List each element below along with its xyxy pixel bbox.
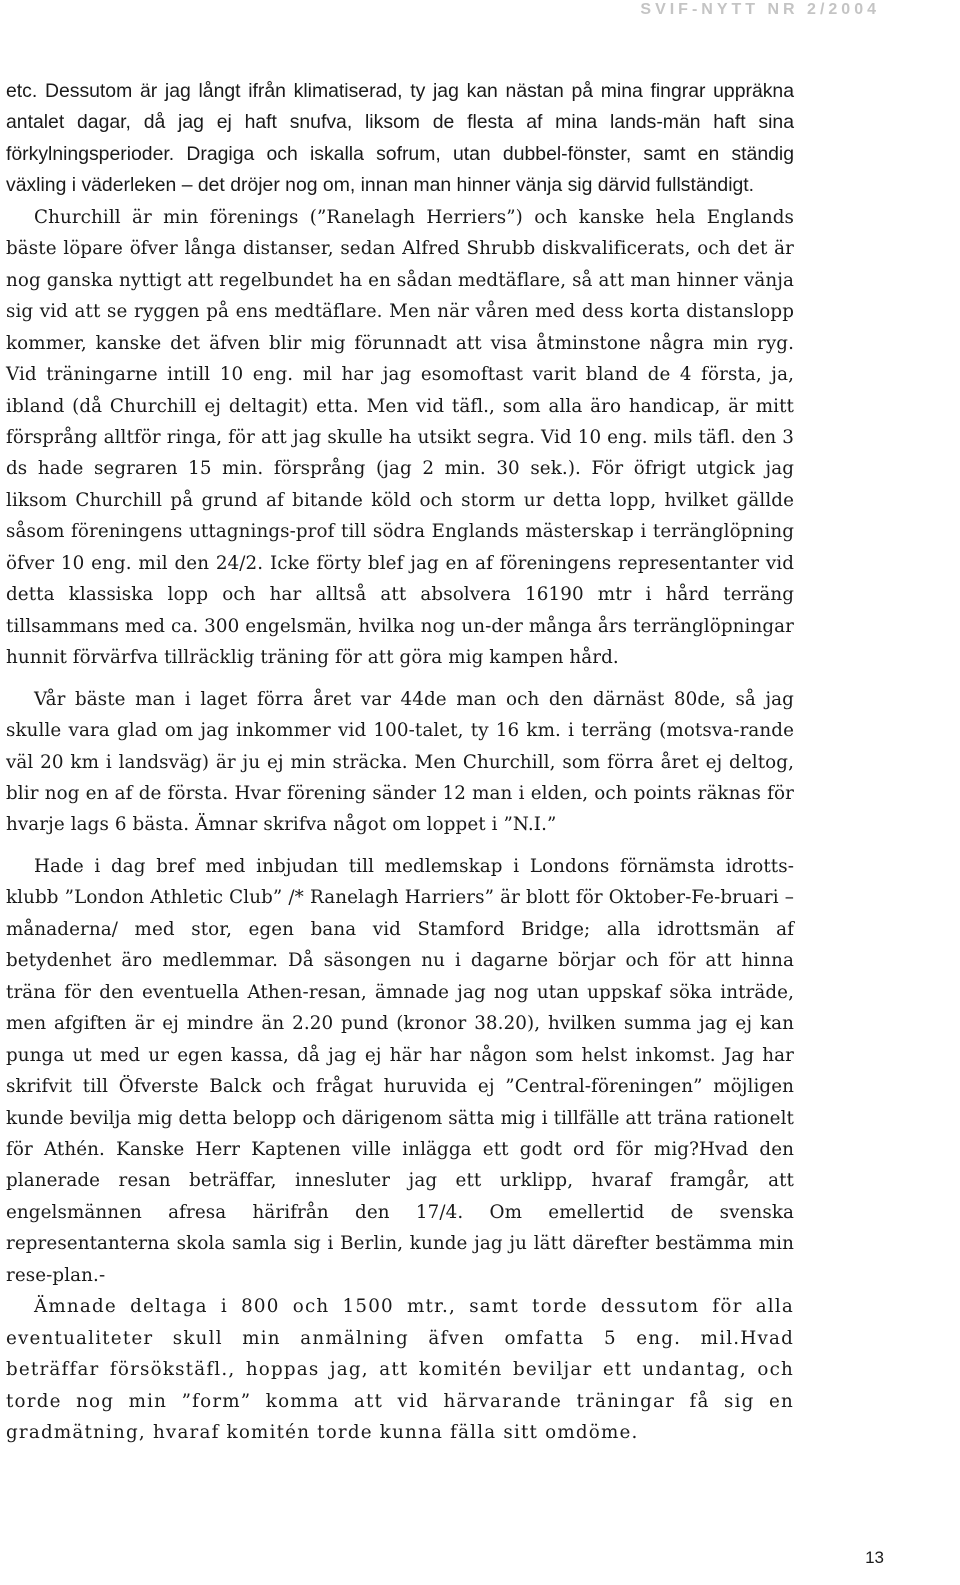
paragraph-5: Ämnade deltaga i 800 och 1500 mtr., samt torde dessutom för alla eventualiteter skull min anmälning äfven omfatta 5 eng. mil.Hvad beträffar försökstäfl., hoppas jag, att komitén beviljar ett undantag, och torde nog min ”form” komma att vid härvarande träningar få sig en gradmätning, hvaraf komitén torde kunna fälla sitt omdöme.	[6, 1296, 794, 1444]
paragraph-1: etc. Dessutom är jag långt ifrån klimatiserad, ty jag kan nästan på mina fingrar uppräkna antalet dagar, då jag ej haft snufva, liksom de flesta af mina lands-män haft sina förkylningsperioder. Dragiga och iskalla sofrum, utan dubbel-fönster, samt en ständig växling i väderleken – det dröjer nog om, innan man hinner vänja sig därvid fullständigt.	[6, 80, 794, 197]
paragraph-2: Churchill är min förenings (”Ranelagh Herriers”) och kanske hela Englands bäste löpare öfver långa distanser, sedan Alfred Shrubb diskvalificerats, och det är nog ganska nyttigt att regelbundet ha en sådan medtäflare, så att man hinner vänja sig vid att se ryggen på ens medtäflare. Men när våren med dess korta distanslopp kommer, kanske det äfven blir mig förunnadt att visa åtminstone några min ryg. Vid träningarne intill 10 eng. mil har jag esomoftast varit bland de 4 första, ja, ibland (då Churchill ej deltagit) etta. Men vid täfl., som alla äro handicap, är mitt försprång alltför ringa, för att jag skulle ha utsikt segra. Vid 10 eng. mils täfl. den 3 ds hade segraren 15 min. försprång (jag 2 min. 30 sek.). För öfrigt utgick jag liksom Churchill på grund af bitande köld och storm ur detta lopp, hvilket gällde såsom föreningens uttagnings-prof till södra Englands mästerskap i terränglöpning öfver 10 eng. mil den 24/2. Icke förty blef jag en af föreningens representanter vid detta klassiska lopp och har alltså att absolvera 16190 mtr i hård terräng tillsammans med ca. 300 engelsmän, hvilka nog un-der många års terränglöpningar hunnit förvärfva tillräcklig träning för att göra mig kampen hård.	[6, 206, 794, 669]
running-header: SVIF-NYTT NR 2/2004	[640, 1, 880, 18]
paragraph-4: Hade i dag bref med inbjudan till medlemskap i Londons förnämsta idrotts-klubb ”London Athletic Club” /* Ranelagh Harriers” är blott för Oktober-Fe-bruari – månaderna/ med stor, egen bana vid Stamford Bridge; alla idrottsmän af betydenhet äro medlemmar. Då säsongen nu i dagarne börjar och för att hinna träna för den eventuella Athen-resan, ämnade jag nog utan uppskaf söka inträde, men afgiften är ej mindre än 2.20 pund (kronor 38.20), hvilken summa jag ej kan punga ut med ur egen kassa, då jag ej här har någon som helst inkomst. Jag har skrifvit till Öfverste Balck och frågat huruvida ej ”Central-föreningen” möjligen kunde bevilja mig detta belopp och därigenom sätta mig i tillfälle att träna rationelt för Athén. Kanske Herr Kaptenen ville inlägga ett godt ord för mig?Hvad den planerade resan beträffar, innesluter jag ett urklipp, hvaraf framgår, att engelsmännen afresa härifrån den 17/4. Om emellertid de svenska representanterna skola samla sig i Berlin, kunde jag ju lätt därefter bestämma min rese-plan.-	[6, 855, 794, 1286]
page-number: 13	[865, 1548, 884, 1567]
article-body	[6, 76, 794, 1448]
paragraph-3: Vår bäste man i laget förra året var 44de man och den därnäst 80de, så jag skulle vara glad om jag inkommer vid 100-talet, ty 16 km. i terräng (motsva-rande väl 20 km i landsväg) är ju ej min sträcka. Men Churchill, som förra året ej deltog, blir nog en af de första. Hvar förening sänder 12 man i elden, och points räknas för hvarje lags 6 bästa. Ämnar skrifva något om loppet i ”N.I.”	[6, 688, 794, 836]
